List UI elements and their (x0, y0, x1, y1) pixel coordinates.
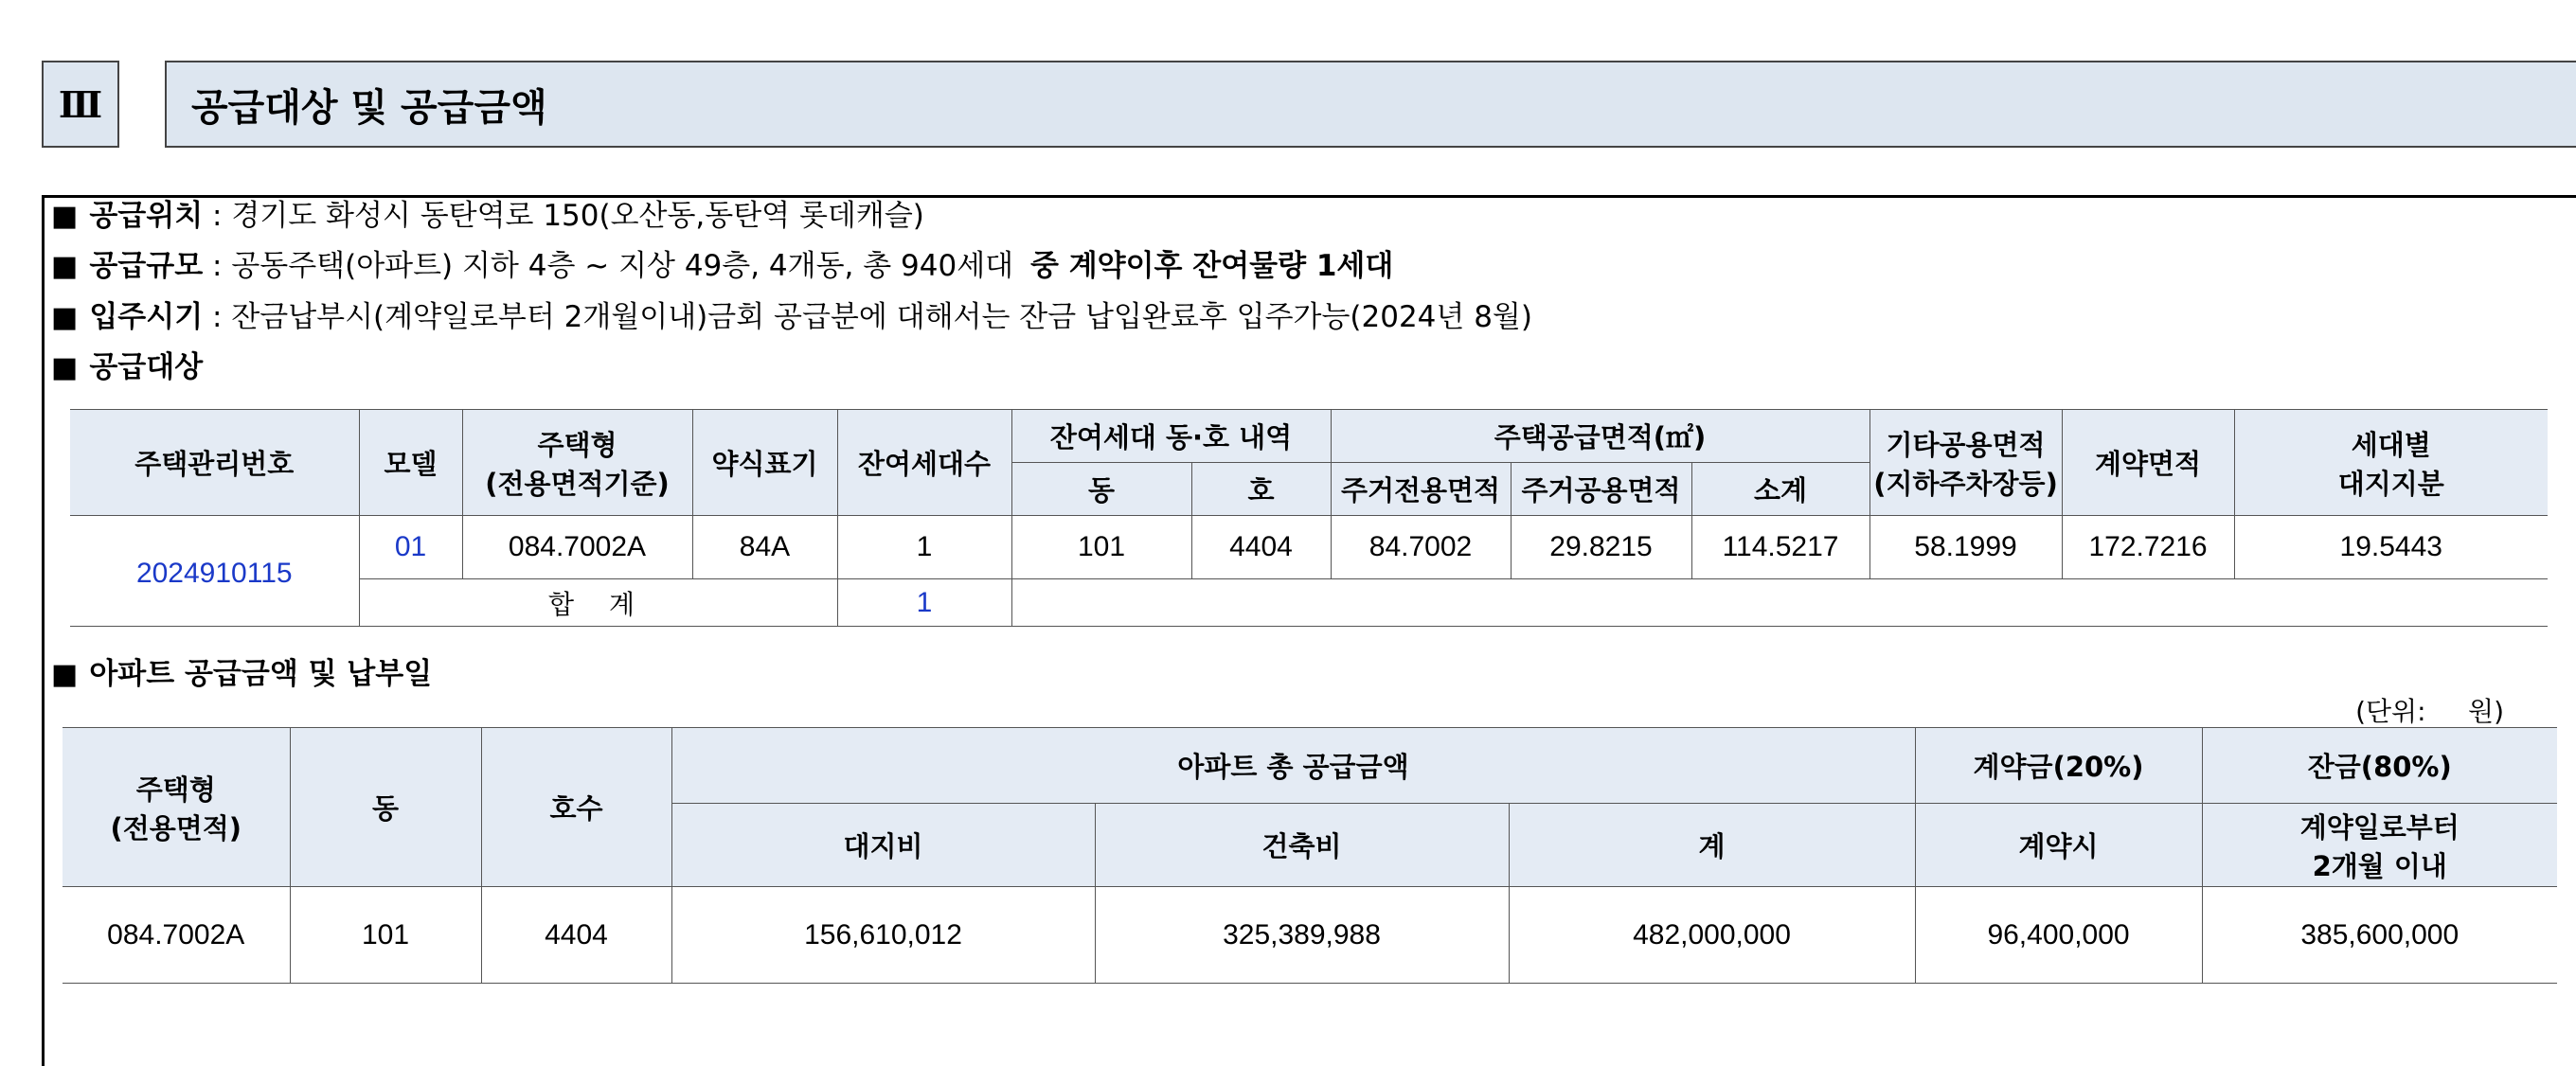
info-scale (51, 247, 1393, 286)
price-header-type (63, 728, 290, 887)
header-model: 모델 (359, 410, 462, 516)
price-header-balance-when (2202, 804, 2557, 887)
deposit-cell: 96,400,000 (1915, 887, 2202, 984)
header-common-area: 주거공용면적 (1511, 463, 1691, 516)
header-land-share (2234, 410, 2548, 516)
build-cost-cell: 325,389,988 (1095, 887, 1509, 984)
type-cell: 084.7002A (462, 516, 692, 579)
table-row (70, 516, 2548, 579)
balance-when-line1: 계약일로부터 (2299, 810, 2460, 844)
header-dong: 동 (1011, 463, 1191, 516)
private-area-cell: 84.7002 (1331, 516, 1511, 579)
price-section-label: 아파트 공급금액 및 납부일 (89, 657, 433, 691)
abbr-cell: 84A (692, 516, 837, 579)
contract-area-cell: 172.7216 (2062, 516, 2234, 579)
balance-when-line2: 2개월 이내 (2312, 849, 2447, 882)
header-other-area (1869, 410, 2062, 516)
price-header-ho: 호수 (481, 728, 671, 887)
header-contract-area: 계약면적 (2062, 410, 2234, 516)
info-price-title (51, 655, 432, 694)
total-value: 1 (837, 579, 1011, 627)
scale-emphasis: 중 계약이후 잔여물량 1세대 (1029, 249, 1394, 283)
movein-value: : 잔금납부시(계약일로부터 2개월이내)금회 공급분에 대해서는 잔금 납입완료후 입주가능(2024년 8월) (212, 300, 1532, 334)
price-header-dong: 동 (290, 728, 481, 887)
ho-cell: 4404 (1191, 516, 1331, 579)
subtotal-cell: 114.5217 (1691, 516, 1869, 579)
price-header-balance: 잔금(80%) (2202, 728, 2557, 804)
price-header-deposit: 계약금(20%) (1915, 728, 2202, 804)
land-cost-cell: 156,610,012 (671, 887, 1095, 984)
table-row (63, 887, 2557, 984)
balance-cell: 385,600,000 (2202, 887, 2557, 984)
header-supply-area: 주택공급면적(㎡) (1331, 410, 1869, 463)
price-type-cell: 084.7002A (63, 887, 290, 984)
bullet-square-icon: ■ (51, 301, 79, 334)
bullet-square-icon: ■ (51, 658, 79, 691)
scale-value: : 공동주택(아파트) 지하 4층 ~ 지상 49층, 4개동, 총 940세대 (212, 249, 1014, 283)
price-header-type-line2: (전용면적) (110, 811, 242, 844)
section-number: Ⅲ (42, 61, 119, 148)
header-abbr: 약식표기 (692, 410, 837, 516)
unit-label: (단위: 원) (2355, 696, 2504, 727)
header-type-line1: 주택형 (537, 428, 617, 461)
price-header-land-cost: 대지비 (671, 804, 1095, 887)
bullet-square-icon: ■ (51, 200, 79, 233)
price-table (63, 727, 2557, 984)
header-mgmt-no: 주택관리번호 (70, 410, 359, 516)
total-empty-cell (1011, 579, 2548, 627)
price-header-build-cost: 건축비 (1095, 804, 1509, 887)
header-type (462, 410, 692, 516)
movein-label: 입주시기 (89, 300, 204, 334)
bullet-square-icon: ■ (51, 250, 79, 283)
info-location (51, 197, 924, 236)
model-cell: 01 (359, 516, 462, 579)
common-area-cell: 29.8215 (1511, 516, 1691, 579)
header-land-line2: 대지지분 (2337, 467, 2444, 500)
header-dongho: 잔여세대 동·호 내역 (1011, 410, 1331, 463)
info-target (51, 348, 203, 387)
price-ho-cell: 4404 (481, 887, 671, 984)
header-remaining: 잔여세대수 (837, 410, 1011, 516)
price-header-type-line1: 주택형 (135, 773, 216, 806)
total-row (70, 579, 2548, 627)
price-dong-cell: 101 (290, 887, 481, 984)
header-other-line2: (지하주차장등) (1873, 467, 2058, 500)
location-label: 공급위치 (89, 199, 204, 233)
header-ho: 호 (1191, 463, 1331, 516)
section-title: 공급대상 및 공급금액 (165, 61, 2576, 148)
remaining-cell: 1 (837, 516, 1011, 579)
dong-cell: 101 (1011, 516, 1191, 579)
total-label: 합 계 (359, 579, 837, 627)
header-land-line1: 세대별 (2351, 428, 2431, 461)
scale-label: 공급규모 (89, 249, 204, 283)
target-label: 공급대상 (89, 350, 204, 384)
other-area-cell: 58.1999 (1869, 516, 2062, 579)
header-subtotal: 소계 (1691, 463, 1869, 516)
info-movein (51, 298, 1532, 337)
header-other-line1: 기타공용면적 (1886, 428, 2046, 461)
price-header-deposit-when: 계약시 (1915, 804, 2202, 887)
land-share-cell: 19.5443 (2234, 516, 2548, 579)
bullet-square-icon: ■ (51, 351, 79, 384)
price-header-sum: 계 (1509, 804, 1915, 887)
header-type-line2: (전용면적기준) (485, 467, 670, 500)
location-value: : 경기도 화성시 동탄역로 150(오산동,동탄역 롯데캐슬) (212, 199, 924, 233)
mgmt-no-cell: 2024910115 (70, 516, 359, 627)
price-header-total: 아파트 총 공급금액 (671, 728, 1915, 804)
sum-cell: 482,000,000 (1509, 887, 1915, 984)
supply-table (70, 409, 2548, 627)
header-private-area: 주거전용면적 (1331, 463, 1511, 516)
